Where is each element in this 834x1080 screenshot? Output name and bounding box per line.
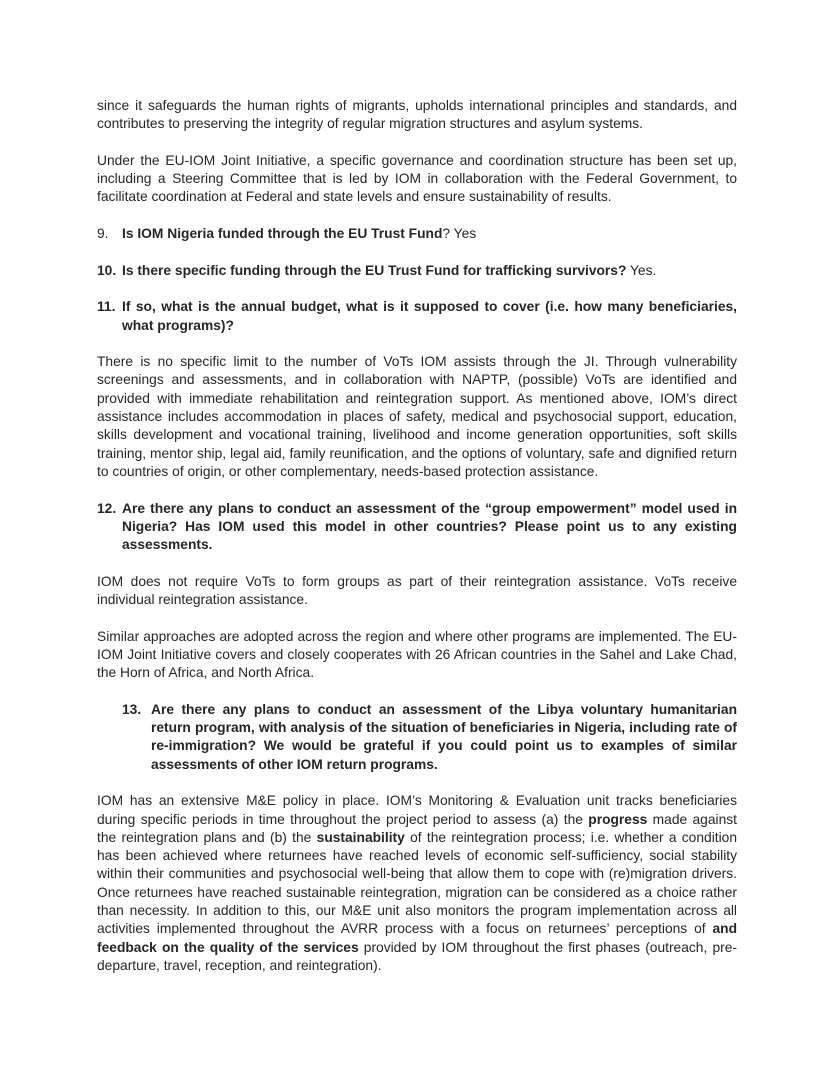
question-item-11: [97, 298, 737, 335]
question-item-10: [97, 262, 737, 280]
question-13-question: Are there any plans to conduct an assessment of the Libya voluntary humanitarian return program, with analysis of the situation of beneficiaries in Nigeria, including rate of re-immigration? We would be grateful if you could point us to examples of similar assessments of other IOM return programs.: [151, 701, 737, 772]
me-segment-7: provided by IOM throughout the first phases (outreach, pre-departure, travel, reception, and reintegration).: [97, 939, 737, 973]
question-12-number: 12.: [97, 500, 117, 516]
question-item-12: [97, 500, 737, 555]
paragraph-safeguards: since it safeguards the human rights of migrants, upholds international principles and standards, and contributes to preserving the integrity of regular migration structures and asylum systems.: [97, 98, 737, 132]
question-10-question: Is there specific funding through the EU Trust Fund for trafficking survivors?: [122, 262, 627, 278]
question-9-question: Is IOM Nigeria funded through the EU Trust Fund: [122, 226, 443, 242]
question-9-answer: ? Yes: [442, 226, 477, 242]
question-13-number: 13.: [122, 701, 142, 717]
question-12-text: [122, 500, 737, 555]
paragraph-vots-assistance: There is no specific limit to the number of VoTs IOM assists through the JI. Through vulnerability screenings and assessments, and in collaboration with NAPTP, (possible) VoTs are identified and provided with immediate rehabilitation and reintegration support. As mentioned above, IOM’s direct assistance includes accommodation in places of safety, medical and psychosocial support, education, skills development and vocational training, livelihood and income generation opportunities, soft skills training, mentor ship, legal aid, family reunification, and the options of voluntary, safe and dignified return to countries of origin, or other complementary, needs-based protection assistance.: [97, 354, 737, 479]
question-13-text: [151, 701, 737, 774]
me-segment-5: of the reintegration process; i.e. whether a condition has been achieved where returnees have reached levels of economic self-sufficiency, social stability within their communities and psychosocial well-being that allow them to cope with (re)migration drivers. Once returnees have reached sustainable reintegration, migration can be considered as a choice rather than necessity. In addition to this, our M&E unit also monitors the program implementation across all activities implemented throughout the AVRR process with a focus on returnees’ perceptions of: [97, 829, 738, 937]
question-10-text: [122, 262, 737, 280]
me-segment-3: made against the reintegration plans and (b) the: [97, 811, 737, 845]
question-12-question: Are there any plans to conduct an assessment of the “group empowerment” model used in Nigeria? Has IOM used this model in other countries? Please point us to any existing assessments.: [122, 500, 737, 553]
question-9-text: [122, 225, 737, 243]
me-segment-1: IOM has an extensive M&E policy in place. IOM’s Monitoring & Evaluation unit tracks beneficiaries during specific periods in time throughout the project period to assess (a) the: [97, 793, 737, 827]
document-content: [97, 97, 737, 994]
question-11-question: If so, what is the annual budget, what is it supposed to cover (i.e. how many beneficiaries, what programs)?: [122, 299, 737, 333]
question-9-number: 9.: [97, 226, 109, 242]
paragraph-governance: Under the EU-IOM Joint Initiative, a specific governance and coordination structure has been set up, including a Steering Committee that is led by IOM in collaboration with the Federal Government, to facilitate coordination at Federal and state levels and ensure sustainability of results.: [97, 152, 737, 205]
me-sustainability-bold: sustainability: [316, 829, 405, 845]
question-item-13: [122, 701, 737, 774]
question-11-number: 11.: [97, 299, 116, 315]
me-progress-bold: progress: [588, 811, 648, 827]
question-item-9: [97, 225, 737, 243]
question-10-answer: Yes.: [626, 262, 657, 278]
paragraph-groups: IOM does not require VoTs to form groups as part of their reintegration assistance. VoTs receive individual reintegration assistance.: [97, 573, 737, 608]
me-feedback-bold: and feedback on the quality of the services: [97, 921, 737, 955]
paragraph-region: Similar approaches are adopted across the region and where other programs are implemented. The EU-IOM Joint Initiative covers and closely cooperates with 26 African countries in the Sahel and Lake Chad, the Horn of Africa, and North Africa.: [97, 628, 737, 681]
question-10-number: 10.: [97, 262, 117, 278]
question-11-text: [122, 298, 737, 335]
paragraph-monitoring-evaluation: [97, 792, 737, 975]
